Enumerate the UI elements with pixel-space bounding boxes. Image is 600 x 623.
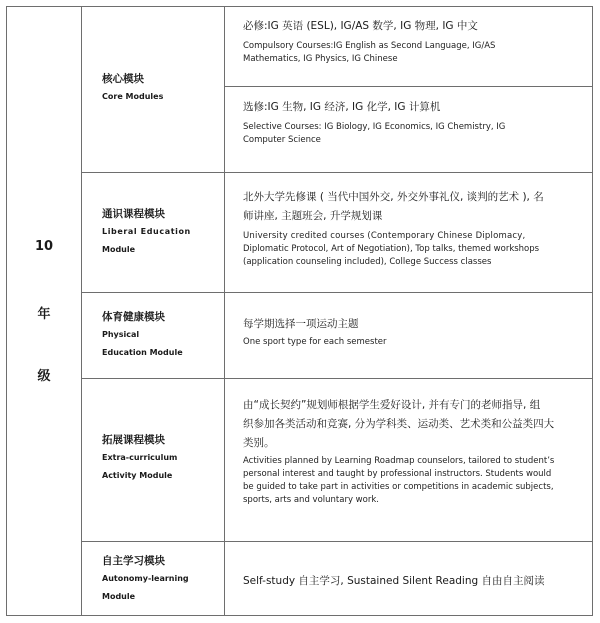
row-core-modules	[82, 7, 592, 173]
description-cell	[225, 173, 592, 292]
grade-column	[7, 7, 82, 615]
grade-number: 10	[34, 239, 54, 254]
module-title-zh: 核心模块	[102, 73, 144, 85]
description-cell	[225, 542, 592, 615]
extra-zh-line-1: 由“成长契约”规划师根据学生爱好设计, 并有专门的老师指导, 组	[243, 399, 541, 411]
selective-zh: 选修:IG 生物, IG 经济, IG 化学, IG 计算机	[243, 101, 441, 113]
curriculum-table	[6, 6, 593, 616]
module-title-en-line-1: Autonomy-learning	[102, 574, 189, 583]
description-cell	[225, 7, 592, 172]
liberal-zh-line-1: 北外大学先修课 ( 当代中国外交, 外交外事礼仪, 谈判的艺术 ), 名	[243, 191, 544, 203]
module-title-zh: 拓展课程模块	[102, 434, 165, 446]
physical-en: One sport type for each semester	[243, 337, 387, 347]
row-autonomy-learning	[82, 542, 592, 615]
row-extra-curriculum	[82, 379, 592, 542]
extra-zh-line-2: 织参加各类活动和竞赛, 分为学科类、运动类、艺术类和公益类四大	[243, 418, 555, 430]
grade-char-nian: 年	[37, 307, 51, 322]
module-title-en-line-2: Module	[102, 245, 136, 254]
module-title-zh: 体育健康模块	[102, 311, 165, 323]
liberal-en-line-2: Diplomatic Protocol, Art of Negotiation), Top talks, themed workshops	[243, 244, 540, 254]
module-title-zh: 自主学习模块	[102, 555, 165, 567]
row-physical-education	[82, 293, 592, 379]
extra-en-line-1: Activities planned by Learning Roadmap counselors, tailored to student’s	[243, 456, 555, 466]
module-title-zh: 通识课程模块	[102, 208, 165, 220]
compulsory-courses-cell	[225, 7, 592, 87]
selective-courses-cell	[225, 87, 592, 173]
module-cell	[82, 7, 225, 172]
liberal-en-line-1: University credited courses (Contemporary Chinese Diplomacy,	[243, 231, 526, 241]
module-title-en-line-1: Physical	[102, 330, 140, 339]
extra-en-line-2: personal interest and taught by professional instructors. Students would	[243, 469, 552, 479]
extra-en-line-3: be guided to take part in activities or competitions in academic subjects,	[243, 482, 554, 492]
compulsory-zh: 必修:IG 英语 (ESL), IG/AS 数学, IG 物理, IG 中文	[243, 20, 478, 32]
grade-char-ji: 级	[37, 369, 51, 384]
module-cell	[82, 173, 225, 292]
liberal-en-line-3: (application counseling included), College Success classes	[243, 257, 492, 267]
extra-en-line-4: sports, arts and voluntary work.	[243, 495, 379, 505]
compulsory-en-line-1: Compulsory Courses:IG English as Second Language, IG/AS	[243, 41, 496, 51]
selective-en-line-2: Computer Science	[243, 135, 321, 145]
autonomy-text: Self-study 自主学习, Sustained Silent Reading 自由自主阅读	[243, 575, 545, 587]
extra-zh-line-3: 类别。	[243, 437, 275, 449]
selective-en-line-1: Selective Courses: IG Biology, IG Economics, IG Chemistry, IG	[243, 122, 506, 132]
module-title-en-line-1: Extra-curriculum	[102, 453, 178, 462]
liberal-zh-line-2: 师讲座, 主题班会, 升学规划课	[243, 210, 383, 222]
module-cell	[82, 293, 225, 378]
compulsory-en-line-2: Mathematics, IG Physics, IG Chinese	[243, 54, 398, 64]
row-liberal-education	[82, 173, 592, 293]
physical-zh: 每学期选择一项运动主题	[243, 318, 359, 330]
module-cell	[82, 379, 225, 541]
module-cell	[82, 542, 225, 615]
module-title-en-line-2: Module	[102, 592, 136, 601]
module-title-en-line-2: Activity Module	[102, 471, 173, 480]
module-title-en-line-2: Education Module	[102, 348, 183, 357]
description-cell	[225, 293, 592, 378]
module-title-en-line-1: Liberal Education	[102, 227, 191, 236]
module-title-en: Core Modules	[102, 92, 164, 101]
description-cell	[225, 379, 592, 541]
